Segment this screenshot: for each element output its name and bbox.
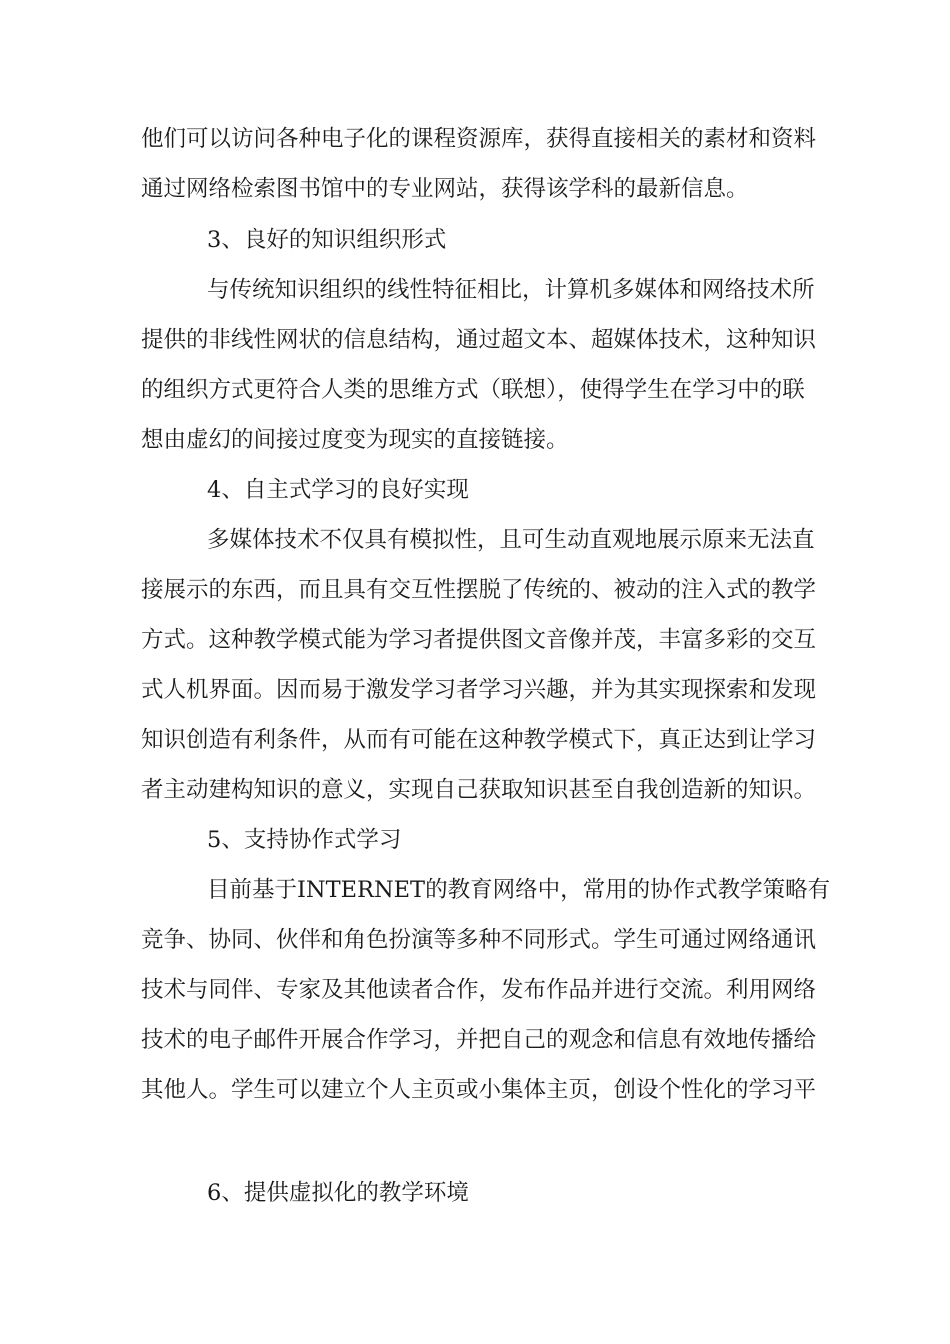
paragraph-line: 方式。这种教学模式能为学习者提供图文音像并茂，丰富多彩的交互 <box>141 627 817 653</box>
paragraph-line: 多媒体技术不仅具有模拟性，且可生动直观地展示原来无法直 <box>207 527 815 553</box>
paragraph-line: 式人机界面。因而易于激发学习者学习兴趣，并为其实现探索和发现 <box>141 677 817 703</box>
paragraph-line: 者主动建构知识的意义，实现自己获取知识甚至自我创造新的知识。 <box>141 777 817 803</box>
section-heading-3: 3、良好的知识组织形式 <box>207 227 447 253</box>
paragraph-line: 其他人。学生可以建立个人主页或小集体主页，创设个性化的学习平 <box>141 1077 817 1103</box>
section-heading-4: 4、自主式学习的良好实现 <box>207 477 469 503</box>
paragraph-line: 通过网络检索图书馆中的专业网站，获得该学科的最新信息。 <box>141 176 749 202</box>
paragraph-line: 知识创造有利条件，从而有可能在这种教学模式下，真正达到让学习 <box>141 727 817 753</box>
paragraph-line: 竞争、协同、伙伴和角色扮演等多种不同形式。学生可通过网络通讯 <box>141 927 817 953</box>
paragraph-line: 想由虚幻的间接过度变为现实的直接链接。 <box>141 427 569 453</box>
section-heading-6: 6、提供虚拟化的教学环境 <box>207 1180 469 1206</box>
paragraph-line: 与传统知识组织的线性特征相比，计算机多媒体和网络技术所 <box>207 277 815 303</box>
section-heading-5: 5、支持协作式学习 <box>207 827 402 853</box>
paragraph-line: 的组织方式更符合人类的思维方式（联想），使得学生在学习中的联 <box>141 377 805 403</box>
paragraph-line: 技术的电子邮件开展合作学习，并把自己的观念和信息有效地传播给 <box>141 1027 817 1053</box>
paragraph-line: 他们可以访问各种电子化的课程资源库，获得直接相关的素材和资料 <box>141 126 817 152</box>
paragraph-line: 提供的非线性网状的信息结构，通过超文本、超媒体技术，这种知识 <box>141 327 817 353</box>
paragraph-line: 接展示的东西，而且具有交互性摆脱了传统的、被动的注入式的教学 <box>141 577 817 603</box>
paragraph-line: 目前基于INTERNET的教育网络中，常用的协作式教学策略有 <box>207 877 831 903</box>
paragraph-line: 技术与同伴、专家及其他读者合作，发布作品并进行交流。利用网络 <box>141 977 817 1003</box>
